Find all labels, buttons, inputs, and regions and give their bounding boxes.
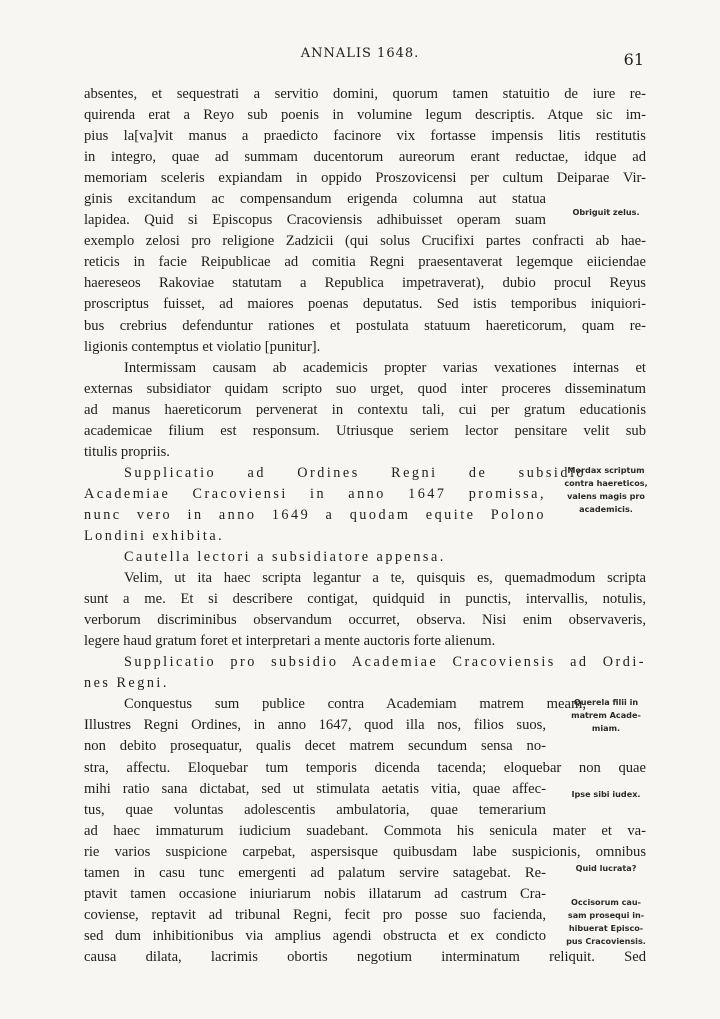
text-line: ligionis contemptus et violatio [punitur].: [84, 338, 321, 355]
text-line: sunt a me. Et si describere contigat, quidquid in punctis, intervallis, notulis,: [84, 591, 646, 608]
section-heading: Academiae Cracoviensi in anno 1647 promissa,: [84, 485, 546, 502]
text-line: titulis propriis.: [84, 443, 170, 460]
text-line: pius la[va]vit manus a praedicto facinore vix fortasse impensis litis restitutis: [84, 128, 646, 145]
margin-note-line: valens magis pro: [567, 491, 645, 501]
running-title: ANNALIS 1648.: [300, 46, 420, 61]
text-line: ginis excitandum ac compensandum erigenda columna aut statua: [84, 191, 546, 208]
text-line: externas subsidiator quidam scripto suo urget, quod inter proceres disseminatum: [84, 380, 646, 397]
margin-note: [560, 206, 652, 219]
text-line: causa dilata, lacrimis obortis negotium interminatum reliquit. Sed: [84, 948, 646, 965]
margin-note-line: Mordax scriptum: [567, 465, 645, 475]
page-number: 61: [623, 50, 644, 69]
text-line: verborum discriminibus observandum occurret, observa. Nisi enim observaveris,: [84, 612, 646, 629]
margin-note: [560, 696, 652, 735]
margin-note: [560, 464, 652, 516]
section-heading: nes Regni.: [84, 675, 169, 692]
text-line: quirenda erat a Reyo sub poenis in volumine legum descriptis. Atque sic im-: [84, 107, 646, 124]
section-heading: Londini exhibita.: [84, 527, 225, 544]
margin-note-line: pus Cracoviensis.: [566, 936, 646, 946]
margin-note-line: hibuerat Episco-: [568, 923, 644, 933]
text-line: haereseos Rakoviae statutam a Republica impetraverat), dubio procul Reyus: [84, 275, 646, 292]
margin-note-line: Ipse sibi iudex.: [571, 789, 641, 799]
text-line: stra, affectu. Eloquebar tum temporis dicenda tacenda; eloquebar non quae: [84, 759, 646, 776]
text-line: in integro, quae ad summam ducentorum aureorum erant reductae, idque ad: [84, 149, 646, 166]
margin-note-line: Quid lucrata?: [575, 863, 637, 873]
margin-note-line: contra haereticos,: [564, 478, 648, 488]
text-line: exemplo zelosi pro religione Zadzicii (qui solus Crucifixi partes confracti ab hae-: [84, 233, 646, 250]
text-line: absentes, et sequestrati a servitio domini, quorum tamen statuitio de iure re-: [84, 86, 646, 102]
text-line: tus, quae voluntas adolescentis ambulatoria, quae temerarium: [84, 801, 546, 818]
text-line: tamen in casu tunc emergenti ad palatum servire satagebat. Re-: [84, 864, 546, 881]
margin-note-line: academicis.: [579, 504, 633, 514]
text-line: ad haec immaturum iudicium suadebant. Commota his senicula mater et va-: [84, 822, 646, 839]
text-line: memoriam sceleris expiandam in oppido Proszovicensi per cultum Deiparae Vir-: [84, 170, 646, 187]
margin-note-line: sam prosequi in-: [567, 910, 645, 920]
margin-note-line: Occisorum cau-: [570, 897, 641, 907]
section-heading: Cautella lectori a subsidiatore appensa.: [124, 549, 446, 566]
margin-note-line: Obriguit zelus.: [572, 207, 640, 217]
text-line: rie varios suspicione carpebat, aspersisque quibusdam labe suspicionis, omnibus: [84, 843, 646, 860]
text-line: lapidea. Quid si Episcopus Cracoviensis adhibuisset operam suam: [84, 212, 546, 229]
text-line: proscriptus fuisset, ad maiores poenas deputatus. Sed istis temporibus iniquiori-: [84, 296, 646, 313]
text-line: academicae filium est responsum. Utriusque seriem lector pensitare velit sub: [84, 422, 646, 439]
text-line: non debito prosequatur, qualis decet matrem secundum sensa no-: [84, 738, 546, 755]
text-line: reticis in facie Reipublicae ad comitia Regni praesentaverat legemque eiiciendae: [84, 254, 646, 271]
margin-note-line: Querela filii in: [573, 697, 639, 707]
text-line: Velim, ut ita haec scripta legantur a te, quisquis es, quemadmodum scripta: [124, 570, 646, 587]
margin-note-line: miam.: [591, 723, 621, 733]
text-line: ptavit tamen occasione iniuriarum nobis illatarum ad castrum Cra-: [84, 885, 546, 902]
margin-note: [560, 896, 652, 948]
margin-note: [560, 788, 652, 801]
text-line: sed dum inhibitionibus via amplius agendi obstructa et ex condicto: [84, 927, 546, 944]
section-heading: nunc vero in anno 1649 a quodam equite Polono: [84, 506, 546, 523]
text-line: coviense, reptavit ad tribunal Regni, fecit pro posse suo facienda,: [84, 906, 546, 923]
text-line: Illustres Regni Ordines, in anno 1647, quod illa nos, filios suos,: [84, 717, 546, 734]
text-line: Intermissam causam ab academicis propter varias vexationes internas et: [124, 359, 646, 376]
section-heading: Supplicatio pro subsidio Academiae Cracoviensis ad Ordi-: [124, 654, 646, 671]
text-line: legere haud gratum foret et interpretari a mente auctoris forte alienum.: [84, 633, 496, 650]
text-line: ad manus haereticorum pervenerat in contextu tali, cui per gratum educationis: [84, 401, 646, 418]
section-heading: Supplicatio ad Ordines Regni de subsidio: [124, 464, 586, 481]
text-line: Conquestus sum publice contra Academiam matrem meam,: [124, 696, 586, 713]
text-line: mihi ratio sana dictabat, sed ut stimulata aetatis vitia, quae affec-: [84, 780, 546, 797]
text-line: bus crebrius defenduntur rationes et postulata statuum haereticorum, quam re-: [84, 317, 646, 334]
margin-note: [560, 862, 652, 875]
margin-note-line: matrem Acade-: [571, 710, 641, 720]
